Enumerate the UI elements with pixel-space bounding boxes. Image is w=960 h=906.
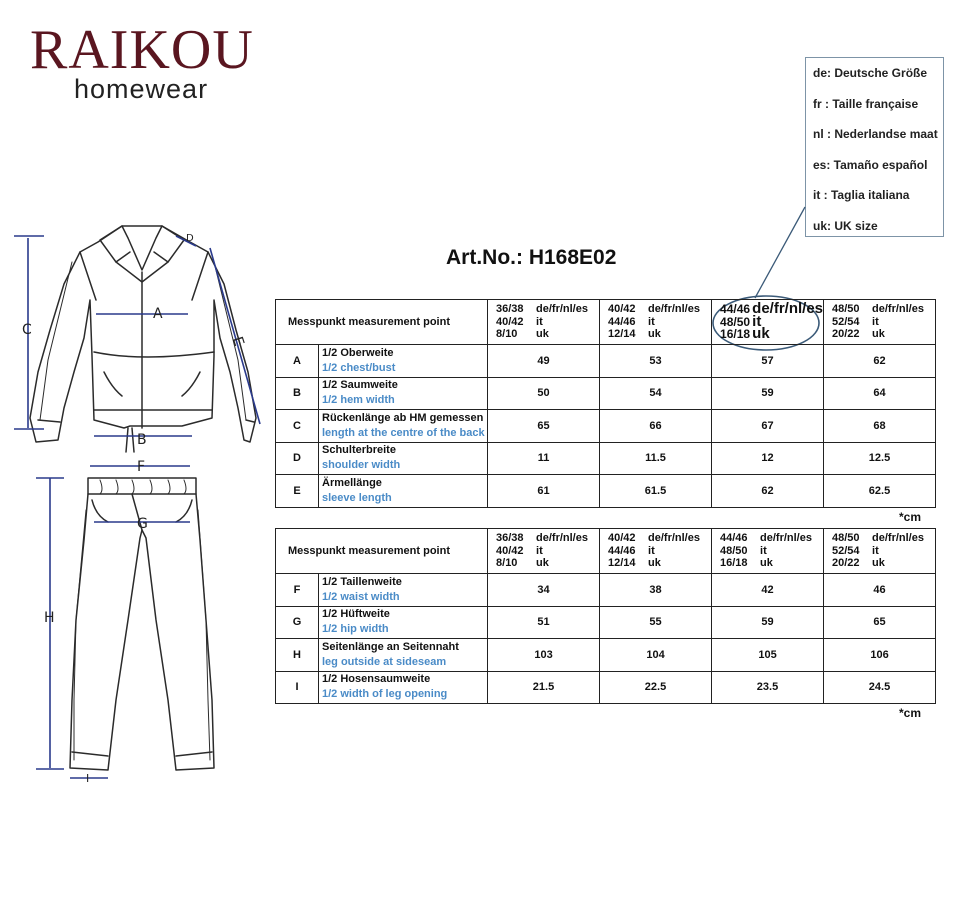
dim-label-h: H — [44, 610, 55, 626]
measurement-code: F — [276, 574, 319, 607]
unit-note-pants: *cm — [899, 706, 922, 720]
measurement-label-de: 1/2 Hosensaumweite — [322, 673, 431, 686]
jacket-icon — [30, 226, 256, 452]
dim-label-a: A — [153, 306, 163, 322]
measurement-value: 12 — [712, 442, 824, 475]
measurement-label-en: 1/2 hem width — [322, 394, 395, 407]
measurement-description — [319, 410, 488, 443]
measurement-description — [319, 475, 488, 508]
size-header-3: 44/46 48/50 16/18 de/fr/nl/es it uk — [712, 529, 824, 574]
measurement-label-en: length at the centre of the back — [322, 426, 485, 439]
article-number: Art.No.: H168E02 — [446, 246, 617, 269]
measurement-value: 68 — [824, 410, 936, 443]
measurement-value: 61 — [488, 475, 600, 508]
measurement-value: 50 — [488, 377, 600, 410]
table-header-row — [276, 529, 936, 574]
dim-label-e: E — [228, 334, 247, 349]
measurement-value: 67 — [712, 410, 824, 443]
brand-name: RAIKOU — [30, 19, 254, 81]
measurement-code: G — [276, 606, 319, 639]
measurement-code: C — [276, 410, 319, 443]
measurement-code: D — [276, 442, 319, 475]
dimension-lines — [14, 236, 260, 778]
measurement-value: 65 — [824, 606, 936, 639]
legend-item-es: es: Tamaño español — [813, 157, 928, 172]
measurement-value: 54 — [600, 377, 712, 410]
dim-label-d: D — [186, 233, 194, 244]
measurement-code: B — [276, 377, 319, 410]
size-header-2: 40/42 44/46 12/14 de/fr/nl/es it uk — [600, 300, 712, 345]
measurement-value: 22.5 — [600, 671, 712, 704]
measurement-value: 105 — [712, 639, 824, 672]
measurement-value: 34 — [488, 574, 600, 607]
measurement-code: I — [276, 671, 319, 704]
measurement-label-de: 1/2 Saumweite — [322, 379, 398, 392]
measurement-label-de: Seitenlänge an Seitennaht — [322, 640, 459, 653]
measurement-row-e — [276, 475, 936, 508]
dim-label-b: B — [137, 432, 147, 448]
measurement-label-de: Schulterbreite — [322, 444, 396, 457]
header-measurement-point: Messpunkt measurement point — [276, 529, 488, 574]
measurement-description — [319, 639, 488, 672]
measurement-value: 12.5 — [824, 442, 936, 475]
legend-item-it: it : Taglia italiana — [813, 188, 910, 202]
measurement-description — [319, 345, 488, 378]
measurement-value: 46 — [824, 574, 936, 607]
measurement-value: 23.5 — [712, 671, 824, 704]
measurement-value: 65 — [488, 410, 600, 443]
size-header-2: 40/42 44/46 12/14 de/fr/nl/es it uk — [600, 529, 712, 574]
measurement-value: 24.5 — [824, 671, 936, 704]
jacket-size-table — [275, 299, 936, 508]
brand-subtitle: homewear — [74, 74, 209, 104]
unit-note-jacket: *cm — [899, 510, 922, 524]
measurement-description — [319, 606, 488, 639]
measurement-row-i — [276, 671, 936, 704]
measurement-label-de: Ärmellänge — [322, 476, 382, 489]
measurement-row-b — [276, 377, 936, 410]
measurement-label-en: 1/2 waist width — [322, 590, 400, 603]
measurement-description — [319, 574, 488, 607]
measurement-label-en: sleeve length — [322, 491, 392, 504]
measurement-value: 51 — [488, 606, 600, 639]
dim-label-f: F — [137, 459, 146, 475]
measurement-row-g — [276, 606, 936, 639]
measurement-label-en: shoulder width — [322, 459, 401, 472]
size-header-1: 36/38 40/42 8/10 de/fr/nl/es it uk — [488, 529, 600, 574]
measurement-label-en: 1/2 hip width — [322, 623, 389, 636]
measurement-value: 104 — [600, 639, 712, 672]
dim-label-c: C — [22, 322, 32, 338]
legend-item-nl: nl : Nederlandse maat — [813, 127, 938, 141]
legend-item-uk: uk: UK size — [813, 218, 878, 233]
measurement-value: 53 — [600, 345, 712, 378]
measurement-label-en: leg outside at sideseam — [322, 655, 447, 668]
measurement-value: 62 — [824, 345, 936, 378]
measurement-code: A — [276, 345, 319, 378]
measurement-label-en: 1/2 chest/bust — [322, 361, 396, 374]
measurement-value: 64 — [824, 377, 936, 410]
measurement-value: 49 — [488, 345, 600, 378]
measurement-value: 66 — [600, 410, 712, 443]
measurement-value: 103 — [488, 639, 600, 672]
measurement-code: H — [276, 639, 319, 672]
measurement-row-a — [276, 345, 936, 378]
measurement-value: 11.5 — [600, 442, 712, 475]
measurement-value: 59 — [712, 606, 824, 639]
header-measurement-point: Messpunkt measurement point — [276, 300, 488, 345]
measurement-description — [319, 671, 488, 704]
dimension-labels — [22, 233, 247, 785]
measurement-value: 59 — [712, 377, 824, 410]
measurement-code: E — [276, 475, 319, 508]
size-header-3-highlighted: 44/46 48/50 16/18 de/fr/nl/es it uk — [712, 300, 824, 345]
measurement-value: 42 — [712, 574, 824, 607]
measurement-row-h — [276, 639, 936, 672]
dim-label-i: I — [86, 772, 90, 785]
callout-line — [755, 207, 805, 298]
legend-item-de: de: Deutsche Größe — [813, 66, 928, 80]
measurement-value: 11 — [488, 442, 600, 475]
measurement-label-de: 1/2 Oberweite — [322, 346, 394, 359]
size-header-4: 48/50 52/54 20/22 de/fr/nl/es it uk — [824, 300, 936, 345]
measurement-label-de: 1/2 Taillenweite — [322, 575, 402, 588]
measurement-value: 57 — [712, 345, 824, 378]
measurement-value: 38 — [600, 574, 712, 607]
measurement-row-c — [276, 410, 936, 443]
measurement-label-de: 1/2 Hüftweite — [322, 608, 390, 621]
measurement-description — [319, 442, 488, 475]
measurement-value: 106 — [824, 639, 936, 672]
measurement-description — [319, 377, 488, 410]
dim-label-g: G — [137, 516, 148, 532]
measurement-value: 21.5 — [488, 671, 600, 704]
measurement-value: 62.5 — [824, 475, 936, 508]
measurement-row-f — [276, 574, 936, 607]
measurement-row-d — [276, 442, 936, 475]
table-header-row — [276, 300, 936, 345]
measurement-label-de: Rückenlänge ab HM gemessen — [322, 411, 484, 424]
measurement-value: 61.5 — [600, 475, 712, 508]
measurement-value: 62 — [712, 475, 824, 508]
legend-item-fr: fr : Taille française — [813, 96, 919, 111]
size-header-1: 36/38 40/42 8/10 de/fr/nl/es it uk — [488, 300, 600, 345]
measurement-value: 55 — [600, 606, 712, 639]
measurement-label-en: 1/2 width of leg opening — [322, 688, 448, 701]
pants-size-table — [275, 528, 936, 704]
size-header-4: 48/50 52/54 20/22 de/fr/nl/es it uk — [824, 529, 936, 574]
